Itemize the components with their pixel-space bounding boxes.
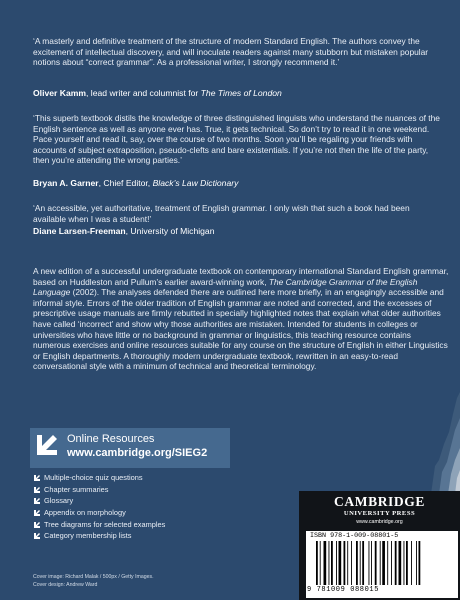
reviewer-name: Bryan A. Garner: [33, 178, 99, 188]
arrow-bullet-icon: [34, 510, 40, 516]
arrow-bullet-icon: [34, 498, 40, 504]
list-item: Glossary: [34, 495, 165, 507]
arrow-bullet-icon: [34, 533, 40, 539]
list-item: Chapter summaries: [34, 484, 165, 496]
arrow-bullet-icon: [34, 487, 40, 493]
reviewer-publication: Black’s Law Dictionary: [152, 178, 239, 188]
reviewer-publication: The Times of London: [200, 88, 282, 98]
review-quote-1: ‘A masterly and definitive treatment of the structure of modern Standard English. The authors convey the excitement of intellectual discovery, and will inoculate readers against many stubborn but mistaken popular notions about “correct grammar”. As a professional writer, I strongly recommend it.’: [33, 36, 429, 68]
review-quote-3: ‘An accessible, yet authoritative, treatment of English grammar. I only wish that such a book had been available when I was a student!’: [33, 203, 410, 224]
arrow-bullet-icon: [34, 522, 40, 528]
book-description: [33, 266, 449, 372]
reviewer-role: , Chief Editor,: [98, 178, 153, 188]
reviewer-name: Oliver Kamm: [33, 88, 87, 98]
review-attribution-3: [33, 226, 215, 237]
list-item: Appendix on morphology: [34, 507, 165, 519]
referenced-book-title: The Cambridge Grammar of the English Language: [33, 276, 418, 298]
description-part-1: A new edition of a successful undergraduate textbook on contemporary international Standard English grammar, based on Huddleston and Pullum’s earlier award-winning work,: [33, 266, 449, 287]
barcode-digits: 9 781009 088015: [307, 586, 380, 594]
review-attribution-2: [33, 178, 238, 189]
review-quote-2: ‘This superb textbook distils the knowledge of three distinguished linguists who understand the nuances of the English sentence as well as anyone ever has. True, it gets technical. So don’t try to read it in one weekend. Pace yourself and read it, say, over the course of two months. Soon you’ll be regaling your friends with accounts of subject extraposition, pseudo-clefts and bare existentials. If you’re not then the life of the party, then you’re attending the wrong parties.’: [33, 113, 440, 166]
online-resources-title: Online Resources: [67, 433, 155, 445]
publisher-logo-press: UNIVERSITY PRESS: [343, 510, 416, 517]
barcode-box: [306, 531, 458, 598]
cover-image-credit: Cover image: Richard Malak / 500px / Getty Images.: [33, 574, 154, 580]
arrow-bullet-icon: [34, 475, 40, 481]
description-part-2: (2002). The analyses defended there are outlined here more briefly, in an engagingly accessible and informal style. Errors of the older tradition of English grammar are noted and corrected, and the excesses of prescriptive usage manuals are firmly rebutted in specially highlighted notes that explain what older authorities have called ‘incorrect’ and show why those authorities are mistaken. Intended for students in colleges or universities who have little or no background in grammar or linguistics, this teaching resource contains numerous exercises and online resources suitable for any course on the structure of English in either Linguistics or English departments. A thoroughly modern undergraduate textbook, rewritten in an easy-to-read conversational style with a minimum of technical and theoretical terminology.: [33, 287, 448, 372]
list-item: Category membership lists: [34, 530, 165, 542]
list-item: Multiple-choice quiz questions: [34, 472, 165, 484]
online-resources-url[interactable]: www.cambridge.org/SIEG2: [67, 447, 208, 459]
cover-photo-fragment: [425, 374, 460, 494]
arrow-icon: [35, 432, 61, 458]
list-item: Tree diagrams for selected examples: [34, 519, 165, 531]
reviewer-role: , University of Michigan: [125, 226, 215, 236]
online-resources-list: [34, 472, 165, 542]
reviewer-role: , lead writer and columnist for: [86, 88, 201, 98]
reviewer-name: Diane Larsen-Freeman: [33, 226, 126, 236]
publisher-logo-name: CAMBRIDGE: [334, 494, 425, 509]
cover-design-credit: Cover design: Andrew Ward: [33, 582, 98, 588]
isbn-text: ISBN 978-1-009-08801-5: [310, 532, 399, 540]
review-attribution-1: [33, 88, 282, 99]
barcode: [314, 541, 454, 587]
publisher-website[interactable]: www.cambridge.org: [356, 519, 403, 525]
